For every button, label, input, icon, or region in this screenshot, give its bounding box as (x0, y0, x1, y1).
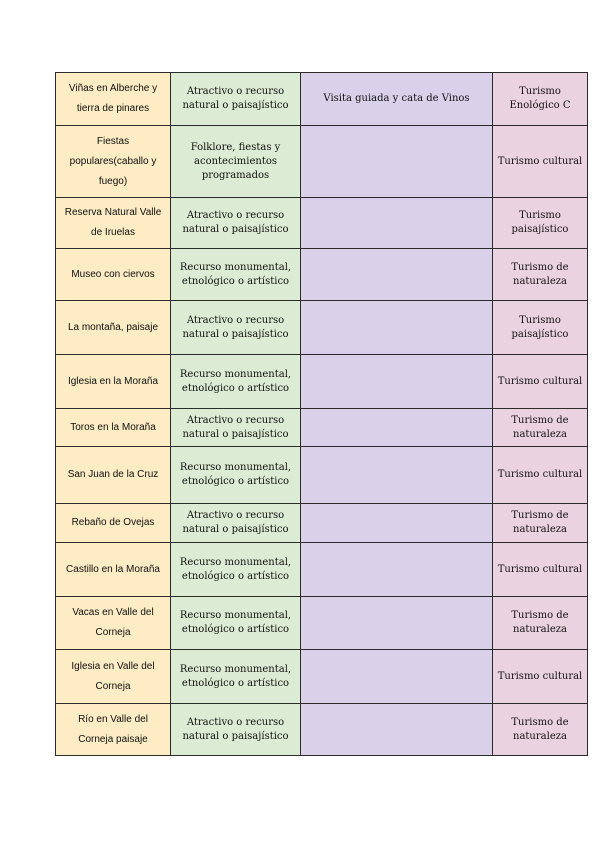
activity-cell (301, 409, 493, 447)
table-row (56, 355, 588, 409)
resource-type-cell: Atractivo o recurso natural o paisajístico (171, 198, 301, 249)
place-cell: Museo con ciervos (56, 249, 171, 301)
table-row (56, 73, 588, 126)
place-cell: Castillo en la Moraña (56, 543, 171, 597)
tourism-type-cell: Turismo paisajístico (493, 198, 588, 249)
place-cell: La montaña, paisaje (56, 301, 171, 355)
resource-type-cell: Recurso monumental, etnológico o artístico (171, 249, 301, 301)
resource-type-cell: Recurso monumental, etnológico o artístico (171, 650, 301, 704)
activity-cell (301, 650, 493, 704)
tourism-type-cell: Turismo de naturaleza (493, 249, 588, 301)
tourism-type-cell: Turismo de naturaleza (493, 409, 588, 447)
table-row (56, 704, 588, 756)
table-row (56, 504, 588, 543)
place-cell: Rebaño de Ovejas (56, 504, 171, 543)
tourism-type-cell: Turismo de naturaleza (493, 504, 588, 543)
tourism-type-cell: Turismo de naturaleza (493, 704, 588, 756)
place-cell: Reserva Natural Valle de Iruelas (56, 198, 171, 249)
table-row (56, 198, 588, 249)
tourism-type-cell: Turismo de naturaleza (493, 597, 588, 650)
place-cell: Río en Valle del Corneja paisaje (56, 704, 171, 756)
activity-cell (301, 704, 493, 756)
place-cell: Toros en la Moraña (56, 409, 171, 447)
activity-cell (301, 126, 493, 198)
resource-type-cell: Recurso monumental, etnológico o artístico (171, 355, 301, 409)
place-cell: Fiestas populares(caballo y fuego) (56, 126, 171, 198)
activity-cell (301, 355, 493, 409)
place-cell: Iglesia en la Moraña (56, 355, 171, 409)
tourism-type-cell: Turismo paisajístico (493, 301, 588, 355)
tourism-type-cell: Turismo cultural (493, 126, 588, 198)
tourism-type-cell: Turismo cultural (493, 650, 588, 704)
resource-type-cell: Atractivo o recurso natural o paisajístico (171, 409, 301, 447)
tourism-type-cell: Turismo cultural (493, 543, 588, 597)
place-cell: Vacas en Valle del Corneja (56, 597, 171, 650)
activity-cell (301, 597, 493, 650)
tourism-type-cell: Turismo Enológico C (493, 73, 588, 126)
activity-cell (301, 198, 493, 249)
table-row (56, 447, 588, 504)
table-row (56, 249, 588, 301)
resource-type-cell: Recurso monumental, etnológico o artístico (171, 543, 301, 597)
tourism-resources-table (55, 72, 588, 756)
activity-cell (301, 447, 493, 504)
table-row (56, 126, 588, 198)
resource-type-cell: Atractivo o recurso natural o paisajístico (171, 704, 301, 756)
table-row (56, 409, 588, 447)
table-row (56, 543, 588, 597)
place-cell: Iglesia en Valle del Corneja (56, 650, 171, 704)
activity-cell (301, 543, 493, 597)
activity-cell: Visita guiada y cata de Vinos (301, 73, 493, 126)
activity-cell (301, 301, 493, 355)
resource-type-cell: Atractivo o recurso natural o paisajístico (171, 301, 301, 355)
activity-cell (301, 249, 493, 301)
place-cell: Viñas en Alberche y tierra de pinares (56, 73, 171, 126)
tourism-type-cell: Turismo cultural (493, 355, 588, 409)
resource-type-cell: Atractivo o recurso natural o paisajístico (171, 73, 301, 126)
table-body (56, 73, 588, 756)
activity-cell (301, 504, 493, 543)
table-row (56, 597, 588, 650)
resource-type-cell: Folklore, fiestas y acontecimientos programados (171, 126, 301, 198)
resource-type-cell: Recurso monumental, etnológico o artístico (171, 447, 301, 504)
table-row (56, 650, 588, 704)
resource-type-cell: Atractivo o recurso natural o paisajístico (171, 504, 301, 543)
place-cell: San Juan de la Cruz (56, 447, 171, 504)
table-row (56, 301, 588, 355)
tourism-type-cell: Turismo cultural (493, 447, 588, 504)
resource-type-cell: Recurso monumental, etnológico o artístico (171, 597, 301, 650)
